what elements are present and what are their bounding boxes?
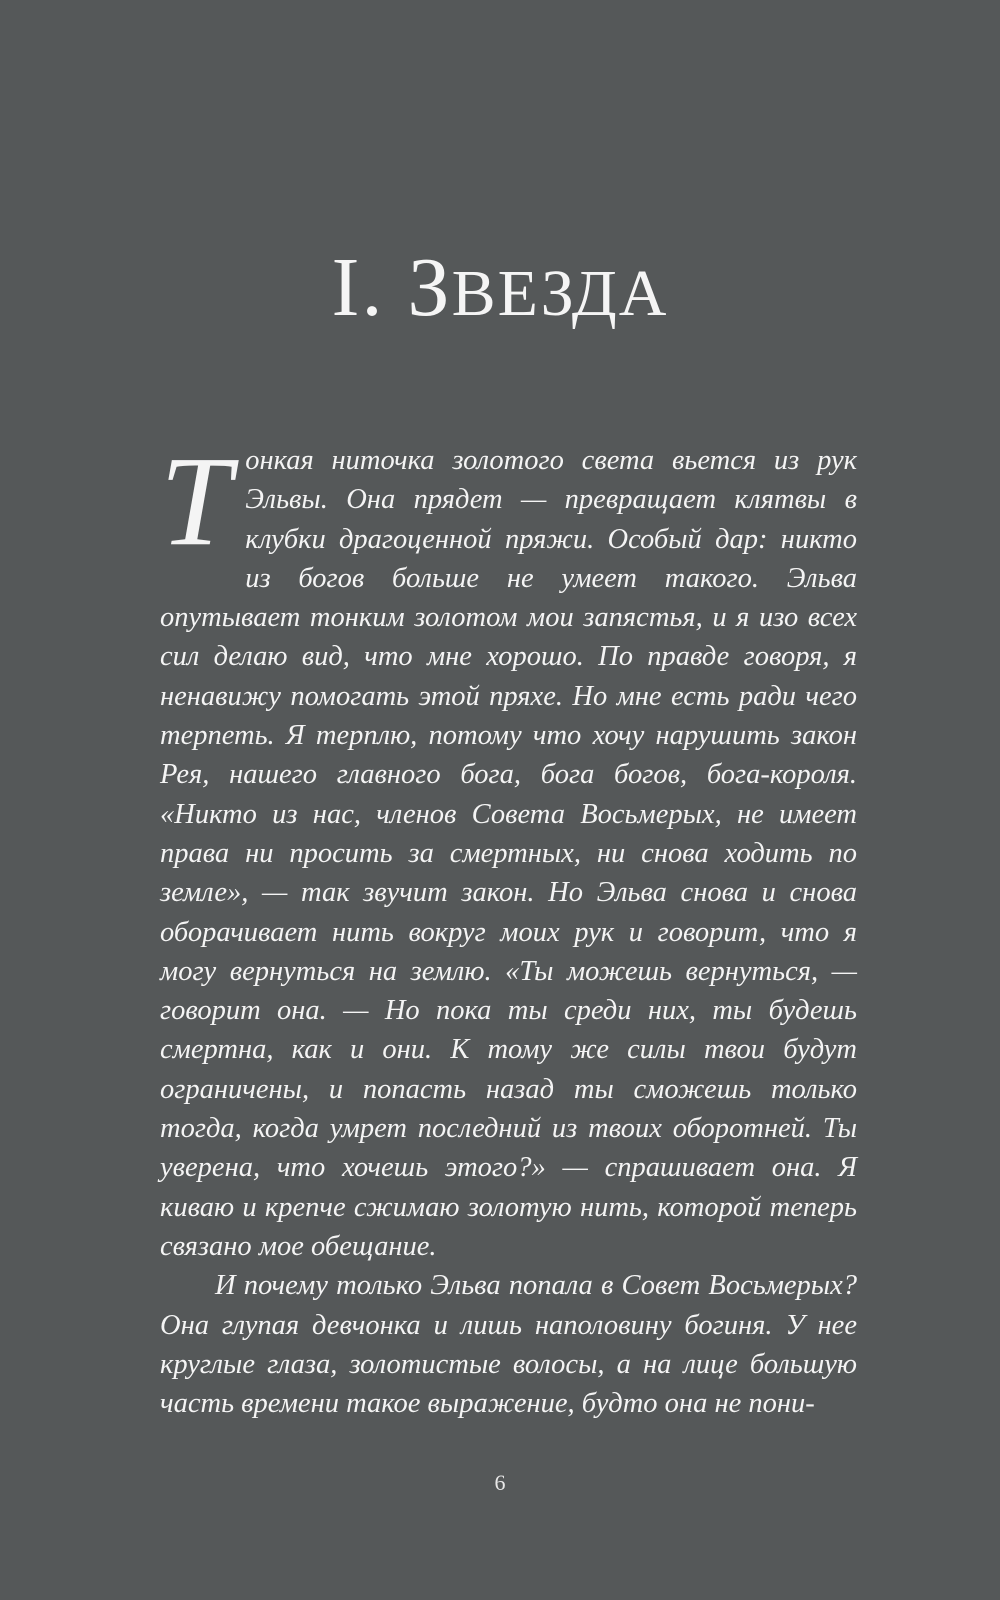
paragraph-second-text: И почему только Эльва попала в Совет Восьмерых? Она глупая девчонка и лишь наполовину богиня. У нее круглые глаза, золотистые волосы, а на лице большую часть времени такое выражение, будто она не пони-: [160, 1270, 857, 1420]
paragraph-second: [160, 1266, 857, 1423]
chapter-title-initial: З: [407, 241, 452, 334]
chapter-title-rest: ВЕЗДА: [451, 257, 669, 330]
page-number: 6: [494, 1470, 506, 1495]
chapter-body: [160, 430, 857, 1423]
paragraph-first-text: онкая ниточка золотого света вьется из рук Эльвы. Она прядет — превращает клятвы в клубки драгоценной пряжи. Особый дар: никто из богов больше не умеет такого. Эльва опутывает тонким золотом мои запястья, и я изо всех сил делаю вид, что мне хорошо. По правде говоря, я ненавижу помогать этой пряхе. Но мне есть ради чего терпеть. Я терплю, потому что хочу нарушить закон Рея, нашего главного бога, бога богов, бога-короля. «Никто из нас, членов Совета Восьмерых, не имеет права ни просить за смертных, ни снова ходить по земле», — так звучит закон. Но Эльва снова и снова оборачивает нить вокруг моих рук и говорит, что я могу вернуться на землю. «Ты можешь вернуться, — говорит она. — Но пока ты среди них, ты будешь смертна, как и они. К тому же силы твои будут ограничены, и попасть назад ты сможешь только тогда, когда умрет последний из твоих оборотней. Ты уверена, что хочешь этого?» — спрашивает она. Я киваю и крепче сжимаю золотую нить, которой теперь связано мое обещание.: [160, 445, 857, 1262]
paragraph-first: [160, 430, 857, 1266]
chapter-title: [0, 238, 1000, 344]
drop-cap: Т: [160, 430, 232, 572]
chapter-numeral: I.: [331, 241, 385, 334]
